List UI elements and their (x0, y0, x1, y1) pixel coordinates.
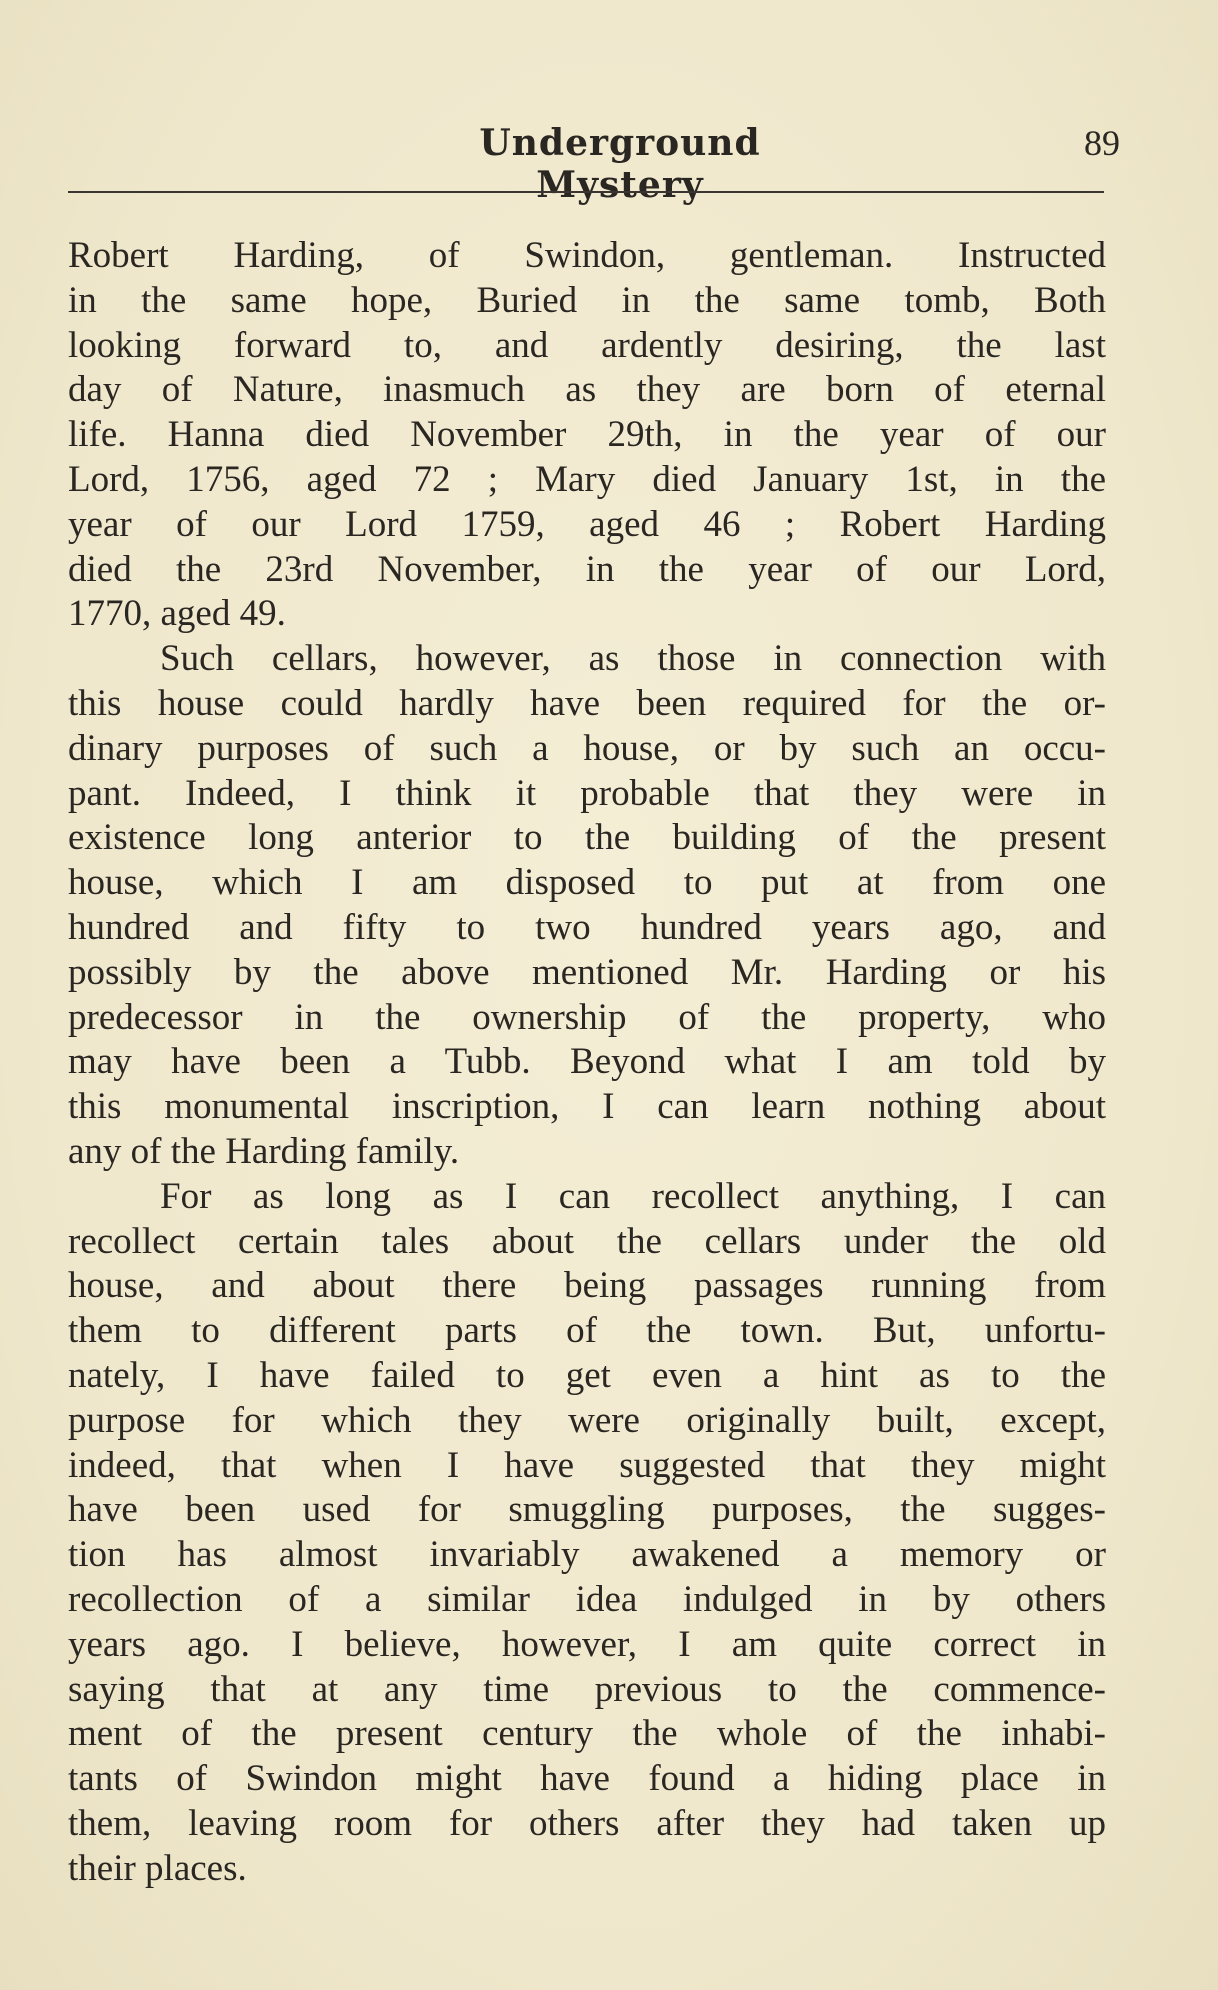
text-line: this house could hardly have been required for the or- (68, 682, 1106, 724)
running-title: Underground Mystery (479, 122, 761, 206)
page-number: 89 (1084, 123, 1120, 163)
text-line: years ago. I believe, however, I am quite correct in (68, 1623, 1106, 1665)
text-line: tion has almost invariably awakened a memory or (68, 1534, 1106, 1576)
text-line: recollect certain tales about the cellars under the old (68, 1220, 1106, 1262)
text-line: have been used for smuggling purposes, the sugges- (68, 1489, 1106, 1531)
text-line: in the same hope, Buried in the same tomb, Both (68, 279, 1106, 321)
text-line: looking forward to, and ardently desiring, the last (68, 324, 1106, 366)
text-line: ment of the present century the whole of the inhabi- (68, 1713, 1106, 1755)
text-line: indeed, that when I have suggested that they might (68, 1444, 1106, 1486)
text-line: nately, I have failed to get even a hint as to the (68, 1354, 1106, 1396)
text-line: dinary purposes of such a house, or by such an occu- (68, 727, 1106, 769)
text-line: recollection of a similar idea indulged in by others (68, 1578, 1106, 1620)
running-head (0, 112, 1218, 206)
text-line: house, which I am disposed to put at from one (68, 862, 1106, 904)
text-line: them, leaving room for others after they had taken up (68, 1802, 1106, 1844)
text-line: existence long anterior to the building of the present (68, 817, 1106, 859)
text-line: year of our Lord 1759, aged 46 ; Robert Harding (68, 503, 1106, 545)
text-line: house, and about there being passages running from (68, 1265, 1106, 1307)
text-line: tants of Swindon might have found a hiding place in (68, 1758, 1106, 1800)
text-line: pant. Indeed, I think it probable that they were in (68, 772, 1106, 814)
text-line: life. Hanna died November 29th, in the year of our (68, 414, 1106, 456)
text-line: this monumental inscription, I can learn nothing about (68, 1086, 1106, 1128)
text-line: For as long as I can recollect anything, I can (160, 1175, 1106, 1217)
text-line: possibly by the above mentioned Mr. Harding or his (68, 951, 1106, 993)
text-line: saying that at any time previous to the commence- (68, 1668, 1106, 1710)
text-line: died the 23rd November, in the year of our Lord, (68, 548, 1106, 590)
header-rule (68, 191, 1104, 193)
body-text (68, 234, 1106, 1891)
text-line: may have been a Tubb. Beyond what I am told by (68, 1041, 1106, 1083)
text-line: predecessor in the ownership of the property, who (68, 996, 1106, 1038)
text-line: Robert Harding, of Swindon, gentleman. Instructed (68, 235, 1106, 276)
text-line: their places. (68, 1847, 247, 1889)
text-line: any of the Harding family. (68, 1130, 460, 1172)
text-line: them to different parts of the town. But, unfortu- (68, 1310, 1106, 1352)
text-line: hundred and fifty to two hundred years ago, and (68, 906, 1106, 948)
text-line: 1770, aged 49. (68, 593, 286, 635)
text-line: day of Nature, inasmuch as they are born of eternal (68, 369, 1106, 411)
text-line: Lord, 1756, aged 72 ; Mary died January 1st, in the (68, 458, 1106, 500)
text-line: Such cellars, however, as those in connection with (160, 638, 1106, 680)
text-line: purpose for which they were originally built, except, (68, 1399, 1106, 1441)
